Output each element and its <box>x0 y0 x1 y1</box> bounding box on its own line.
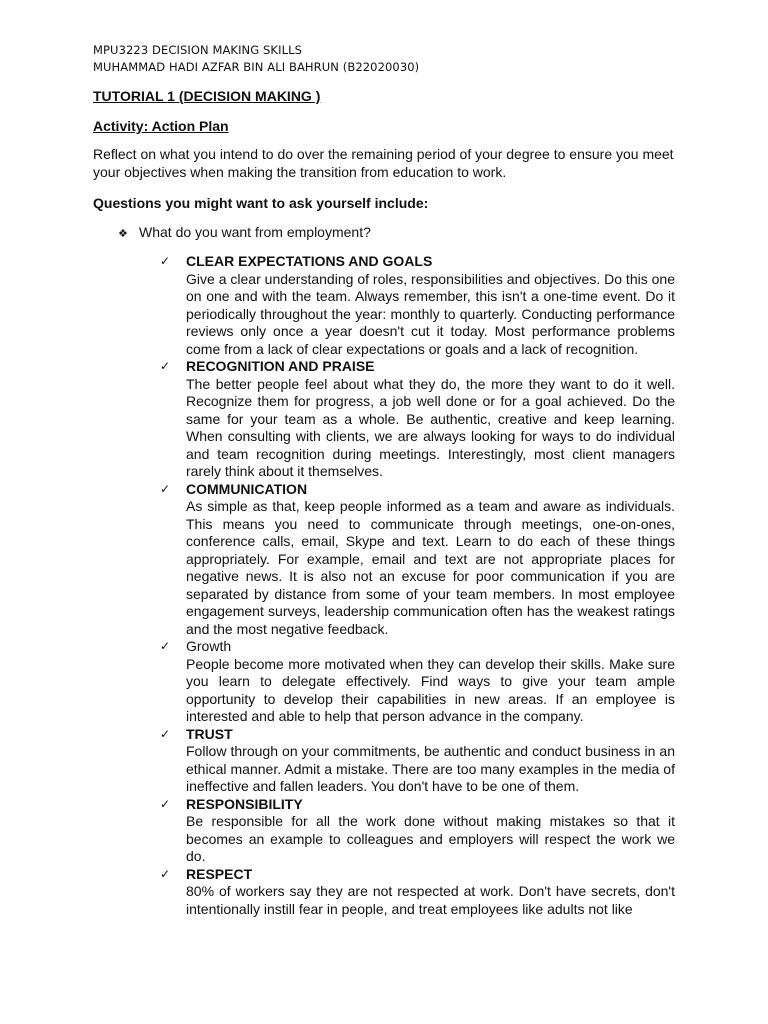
checkmark-icon: ✓ <box>160 359 171 373</box>
item-title: RESPECT <box>186 865 253 882</box>
item-title: Growth <box>186 638 232 654</box>
page-title: TUTORIAL 1 (DECISION MAKING ) <box>93 88 321 104</box>
item-title: COMMUNICATION <box>186 480 308 497</box>
checkmark-icon: ✓ <box>160 481 171 496</box>
list-item <box>160 358 675 481</box>
checkmark-icon: ✓ <box>160 254 171 268</box>
item-body: 80% of workers say they are not respected at work. Don't have secrets, don't intentionally instill fear in people, and treat employees like adults not like <box>186 883 675 917</box>
course-header: MPU3223 DECISION MAKING SKILLS <box>93 43 302 57</box>
checkmark-icon: ✓ <box>160 726 171 741</box>
item-body: Follow through on your commitments, be authentic and conduct business in an ethical manner. Admit a mistake. There are too many examples in the media of ineffective and fallen leaders. You don't have to be one of them. <box>186 743 675 794</box>
checkmark-icon: ✓ <box>160 639 171 653</box>
item-body: As simple as that, keep people informed as a team and aware as individuals. This means you need to communicate through meetings, one-on-ones, conference calls, email, Skype and text. Learn to do each of these things appropriately. For example, email and text are not appropriate places for negative news. It is also not an excuse for poor communication if you are separated by distance from some of your team members. In most employee engagement surveys, leadership communication often has the weakest ratings and the most negative feedback. <box>186 498 675 637</box>
student-header: MUHAMMAD HADI AZFAR BIN ALI BAHRUN (B22020030) <box>93 60 420 74</box>
list-item <box>160 866 675 919</box>
item-body: The better people feel about what they do, the more they want to do it well. Recognize them for progress, a job well done or for a goal achieved. Do the same for your team as a whole. Be authentic, creative and keep learning. When consulting with clients, we are always looking for ways to do individual and team recognition during meetings. Interestingly, most client managers rarely think about it themselves. <box>186 375 675 479</box>
item-title: TRUST <box>186 725 233 742</box>
item-body: Give a clear understanding of roles, responsibilities and objectives. Do this one on one and with the team. Always remember, this isn't a one-time event. Do it periodically throughout the year: monthly to quarterly. Conducting performance reviews only once a year doesn't cut it today. Most performance problems come from a lack of clear expectations or goals and a lack of recognition. <box>186 270 675 357</box>
item-body: Be responsible for all the work done without making mistakes so that it becomes an example to colleagues and employers will respect the work we do. <box>186 813 675 864</box>
checklist <box>160 253 675 918</box>
list-item <box>160 796 675 866</box>
list-item <box>160 253 675 358</box>
diamond-bullet-icon: ❖ <box>118 227 128 240</box>
item-title: CLEAR EXPECTATIONS AND GOALS <box>186 253 433 269</box>
questions-heading: Questions you might want to ask yourself include: <box>93 195 429 211</box>
item-title: RESPONSIBILITY <box>186 795 303 812</box>
item-title: RECOGNITION AND PRAISE <box>186 358 375 374</box>
activity-heading: Activity: Action Plan <box>93 118 229 134</box>
item-body: People become more motivated when they can develop their skills. Make sure you learn to delegate effectively. Find ways to give your team ample opportunity to develop their capabilities in new areas. If an employee is interested and able to help that person advance in the company. <box>186 655 675 724</box>
list-item <box>160 481 675 639</box>
intro-paragraph: Reflect on what you intend to do over the remaining period of your degree to ensure you meet your objectives when making the transition from education to work. <box>93 146 674 180</box>
bullet-text: What do you want from employment? <box>139 224 371 240</box>
list-item <box>160 726 675 796</box>
checkmark-icon: ✓ <box>160 866 171 881</box>
bullet-item <box>118 224 371 240</box>
checkmark-icon: ✓ <box>160 796 171 811</box>
list-item <box>160 638 675 726</box>
